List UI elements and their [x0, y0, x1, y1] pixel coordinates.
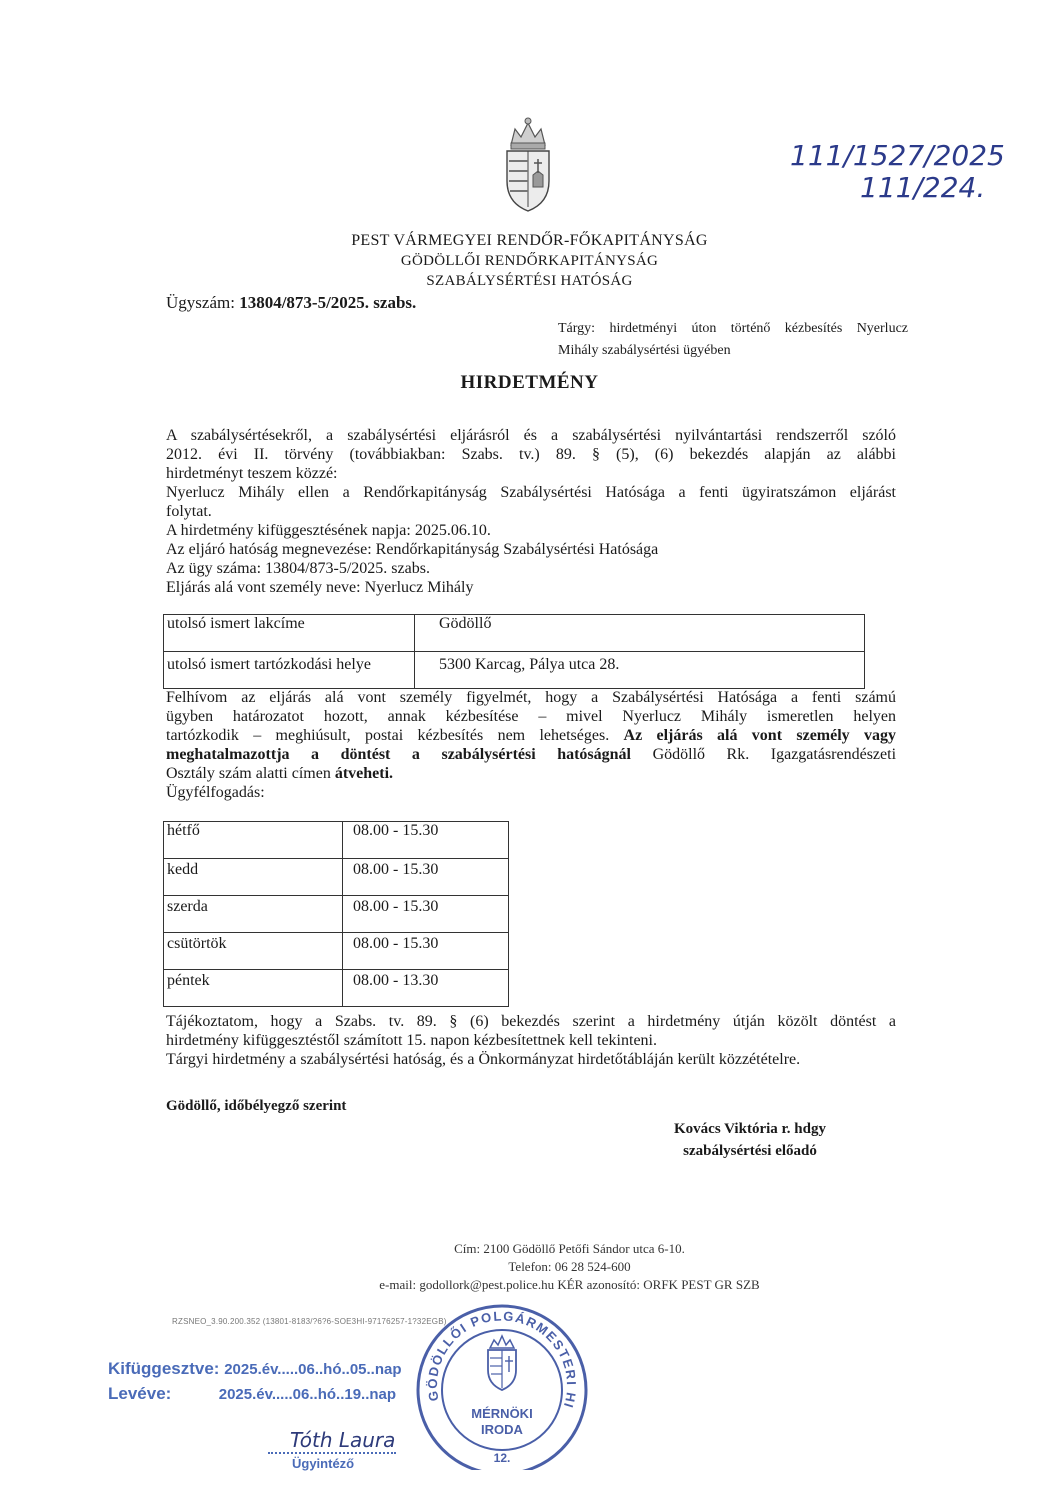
- intro-case-line: Az ügy száma: 13804/873-5/2025. szabs.: [166, 560, 430, 577]
- header-line-3: SZABÁLYSÉRTÉSI HATÓSÁG: [426, 273, 633, 289]
- notice-line5-b: átveheti.: [334, 765, 394, 782]
- removed-label: Levéve:: [108, 1384, 172, 1403]
- intro-p2-line1: Nyerlucz Mihály ellen a Rendőrkapitányság Szabálysértési Hatósága a fenti ügyiratszámon eljárást: [166, 484, 896, 501]
- posting-stamp: [108, 1357, 408, 1407]
- info-line1: Tájékoztatom, hogy a Szabs. tv. 89. § (6) bekezdés szerint a hirdetmény útján közölt döntést a: [166, 1013, 896, 1030]
- intro-p1-line2: 2012. évi II. törvény (továbbiakban: Szabs. tv.) 89. § (5), (6) bekezdés alapján az alábbi: [166, 446, 896, 463]
- case-number-value: 13804/873-5/2025. szabs.: [239, 293, 417, 312]
- header-line-1: PEST VÁRMEGYEI RENDŐR-FŐKAPITÁNYSÁG: [351, 232, 708, 249]
- intro-p1-line3: hirdetményt teszem közzé:: [166, 465, 338, 482]
- address-table: [163, 614, 865, 689]
- office-hours-table: [163, 821, 509, 1007]
- hours-time-cell: 08.00 - 15.30: [343, 822, 509, 859]
- handwritten-reference-line2: 111/224.: [860, 171, 986, 204]
- footer-email: e-mail: godollork@pest.police.hu KÉR azonosító: ORFK PEST GR SZB: [379, 1277, 760, 1292]
- notice-line3: [166, 726, 896, 745]
- round-stamp-center-line1: MÉRNÖKI: [471, 1406, 533, 1421]
- notice-line4-a: meghatalmazottja a döntést a szabálysértési hatóságnál: [166, 746, 632, 763]
- signer-handwriting: Tóth Laura: [290, 1428, 396, 1452]
- hours-day-cell: kedd: [164, 859, 343, 896]
- intro-block: [166, 426, 896, 597]
- signature-name: Kovács Viktória r. hdgy: [674, 1121, 826, 1137]
- table-row: [164, 896, 509, 933]
- table-row: [164, 970, 509, 1007]
- footer: [0, 1240, 1059, 1294]
- subject-block: [558, 318, 908, 362]
- notice-line5-a: Osztály szám alatti címen: [166, 765, 331, 782]
- address-value-cell: Gödöllő: [415, 615, 865, 652]
- posted-value: 2025.év.....06..hó..05..nap: [224, 1361, 402, 1378]
- table-row: [164, 933, 509, 970]
- round-stamp-number: 12.: [493, 1451, 511, 1465]
- notice-line1: Felhívom az eljárás alá vont személy figyelmét, hogy a Szabálysértési Hatósága a fenti számú: [166, 689, 896, 706]
- removed-row: [108, 1382, 408, 1407]
- coat-of-arms-logo: [497, 115, 559, 215]
- posted-row: [108, 1357, 408, 1382]
- table-row: [164, 652, 865, 689]
- signer-dotted-line: [268, 1452, 396, 1454]
- notice-line4-b: Gödöllő Rk. Igazgatásrendészeti: [652, 746, 897, 763]
- notice-line4: [166, 745, 896, 764]
- notice-block: [166, 688, 896, 802]
- hours-time-cell: 08.00 - 13.30: [343, 970, 509, 1007]
- place-date: Gödöllő, időbélyegző szerint: [166, 1098, 347, 1114]
- intro-p2-line2: folytat.: [166, 503, 212, 520]
- hours-time-cell: 08.00 - 15.30: [343, 933, 509, 970]
- intro-person-line: Eljárás alá vont személy neve: Nyerlucz Mihály: [166, 579, 474, 596]
- info-line2: hirdetmény kifüggesztéstől számított 15. napon kézbesítettnek kell tekinteni.: [166, 1032, 657, 1049]
- info-block: [166, 1012, 896, 1069]
- table-row: [164, 615, 865, 652]
- case-number-label: Ügyszám:: [166, 293, 235, 312]
- notice-line3-a: tartózkodik – meghiúsult, postai kézbesítés nem lehetséges.: [166, 727, 610, 744]
- handwritten-reference: [790, 139, 1005, 204]
- address-value-cell: 5300 Karcag, Pálya utca 28.: [415, 652, 865, 689]
- info-line3: Tárgyi hirdetmény a szabálysértési hatóság, és a Önkormányzat hirdetőtábláján került közzétételre.: [166, 1051, 801, 1068]
- notice-line2: ügyben határozatot hozott, annak kézbesítése – mivel Nyerlucz Mihály ismeretlen helyen: [166, 708, 896, 725]
- document-id: RZSNEO_3.90.200.352 (13801-8183/?6?6-SOE3HI-97176257-1?32EGB): [172, 1317, 447, 1326]
- signature-block: [640, 1118, 860, 1162]
- footer-phone: Telefon: 06 28 524-600: [508, 1259, 631, 1274]
- notice-line3-b: Az eljárás alá vont személy vagy: [623, 727, 896, 744]
- intro-authority-line: Az eljáró hatóság megnevezése: Rendőrkapitányság Szabálysértési Hatósága: [166, 541, 659, 558]
- page-title: HIRDETMÉNY: [460, 372, 599, 393]
- notice-line5: [166, 764, 896, 783]
- handwritten-reference-line1: 111/1527/2025: [790, 139, 1005, 172]
- table-row: [164, 822, 509, 859]
- hours-time-cell: 08.00 - 15.30: [343, 859, 509, 896]
- hours-time-cell: 08.00 - 15.30: [343, 896, 509, 933]
- header-line-2: GÖDÖLLŐI RENDŐRKAPITÁNYSÁG: [400, 253, 659, 269]
- footer-address: Cím: 2100 Gödöllő Petőfi Sándor utca 6-10.: [454, 1241, 685, 1256]
- intro-date-line: A hirdetmény kifüggesztésének napja: 2025.06.10.: [166, 522, 491, 539]
- signer-label: Ügyintéző: [292, 1456, 355, 1471]
- round-stamp-ring-text: GÖDÖLLŐI POLGÁRMESTERI HI: [424, 1308, 580, 1411]
- intro-p1-line1: A szabálysértésekről, a szabálysértési eljárásról és a szabálysértési nyilvántartási rendszerről szóló: [166, 427, 896, 444]
- hours-day-cell: csütörtök: [164, 933, 343, 970]
- subject-line-1: Tárgy: hirdetményi úton történő kézbesítés Nyerlucz: [558, 321, 908, 336]
- round-stamp-coat-icon: [488, 1336, 516, 1390]
- address-label-cell: utolsó ismert tartózkodási helye: [164, 652, 415, 689]
- hours-day-cell: hétfő: [164, 822, 343, 859]
- hours-label: Ügyfélfogadás:: [166, 784, 265, 801]
- hours-day-cell: péntek: [164, 970, 343, 1007]
- hours-day-cell: szerda: [164, 896, 343, 933]
- signature-role: szabálysértési előadó: [683, 1143, 817, 1159]
- case-number: [166, 293, 416, 312]
- subject-line-2: Mihály szabálysértési ügyében: [558, 343, 731, 358]
- round-stamp-graphic: [412, 1290, 592, 1470]
- posted-label: Kifüggesztve:: [108, 1359, 220, 1378]
- round-stamp-center-line2: IRODA: [481, 1422, 523, 1437]
- round-stamp: [412, 1290, 592, 1470]
- table-row: [164, 859, 509, 896]
- address-label-cell: utolsó ismert lakcíme: [164, 615, 415, 652]
- removed-value: 2025.év.....06..hó..19..nap: [218, 1386, 397, 1403]
